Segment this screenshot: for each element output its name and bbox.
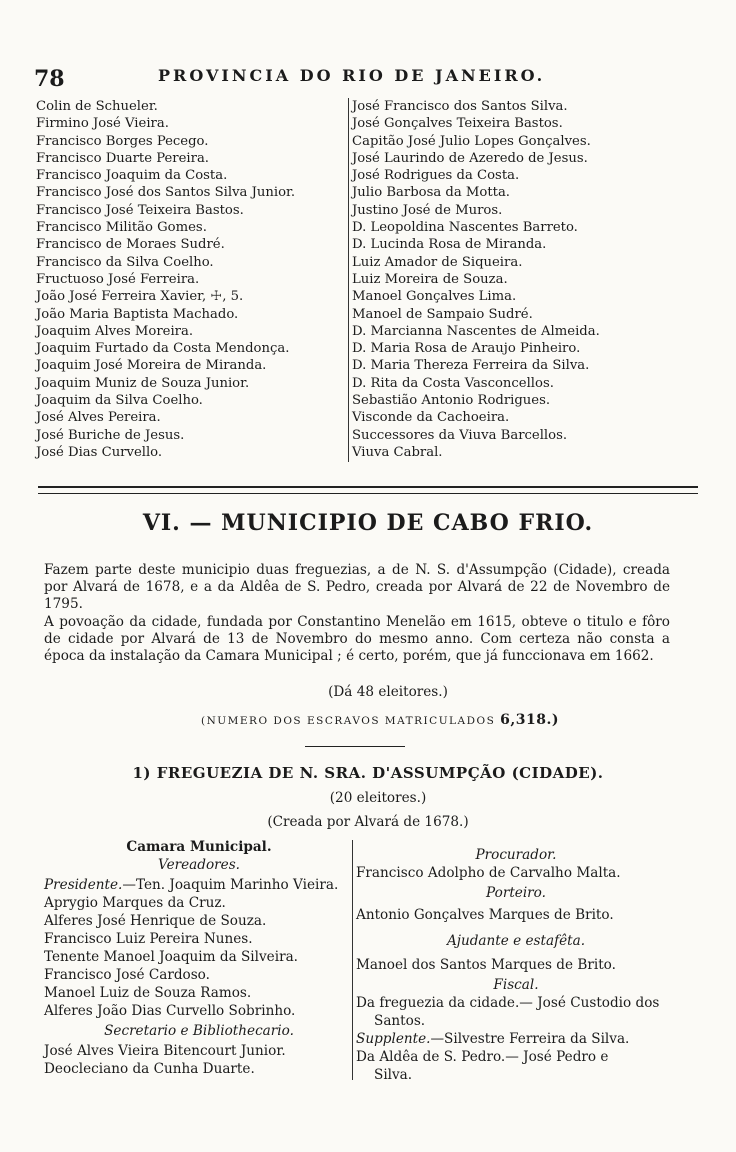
list-item: D. Maria Rosa de Araujo Pinheiro.: [352, 341, 581, 357]
secretario-item: Deocleciano da Cunha Duarte.: [44, 1061, 255, 1077]
vereador-item: Alferes José Henrique de Souza.: [44, 913, 267, 929]
camara-heading: Camara Municipal.: [126, 839, 272, 855]
list-item: Joaquim Muniz de Souza Junior.: [36, 375, 250, 391]
parish-created: (Creada por Alvará de 1678.): [267, 814, 469, 830]
fiscal-line: Santos.: [374, 1013, 426, 1029]
list-item: Sebastião Antonio Rodrigues.: [352, 393, 551, 409]
parish-electors: (20 eleitores.): [329, 790, 427, 806]
list-item: D. Leopoldina Nascentes Barreto.: [352, 220, 578, 236]
list-item: Joaquim Furtado da Costa Mendonça.: [36, 341, 290, 357]
list-item: Visconde da Cachoeira.: [352, 410, 510, 426]
list-item: D. Maria Thereza Ferreira da Silva.: [352, 358, 590, 374]
list-item: José Laurindo de Azeredo de Jesus.: [352, 150, 588, 166]
vereadores-heading: Vereadores.: [158, 857, 240, 873]
porteiro-heading: Porteiro.: [486, 885, 546, 901]
list-item: Luiz Amador de Siqueira.: [352, 254, 523, 270]
list-item: Colin de Schueler.: [36, 99, 158, 114]
list-item: José Alves Pereira.: [36, 410, 161, 426]
short-divider: [305, 746, 405, 747]
left-name-list: [36, 98, 341, 461]
list-item: D. Rita da Costa Vasconcellos.: [352, 375, 554, 391]
list-item: Francisco Borges Pecego.: [36, 133, 209, 149]
list-item: José Francisco dos Santos Silva.: [352, 99, 568, 114]
table-column-divider: [352, 840, 353, 1080]
slaves-count: [12, 712, 736, 728]
right-name-list: [352, 98, 652, 461]
secretario-item: José Alves Vieira Bitencourt Junior.: [44, 1043, 286, 1059]
section-divider: [38, 486, 698, 494]
list-item: D. Marcianna Nascentes de Almeida.: [352, 323, 600, 339]
ajudante-heading: Ajudante e estafêta.: [446, 933, 586, 949]
list-item: José Buriche de Jesus.: [36, 427, 185, 443]
list-item: Viuva Cabral.: [352, 444, 443, 460]
vereador-item: Francisco José Cardoso.: [44, 967, 210, 983]
list-item: Julio Barbosa da Motta.: [352, 185, 510, 201]
supplente-label: Supplente.: [356, 1031, 431, 1047]
vereador-item: Francisco Luiz Pereira Nunes.: [44, 931, 253, 947]
slaves-number: 6,318.): [500, 712, 559, 728]
secretario-heading: Secretario e Bibliothecario.: [104, 1023, 294, 1039]
list-item: Francisco Duarte Pereira.: [36, 150, 209, 166]
list-item: Justino José de Muros.: [352, 202, 503, 218]
vereador-item: Manoel Luiz de Souza Ramos.: [44, 985, 252, 1001]
ajudante-name: Manoel dos Santos Marques de Brito.: [356, 957, 616, 973]
paragraph-povoacao: A povoação da cidade, fundada por Constantino Menelão em 1615, obteve o titulo e fôro de cidade por Alvará de 13 de Novembro do mesmo anno. Com certeza não consta a época da instalação da Camara Municipal ; é certo, porém, que já funccionava em 1662.: [44, 614, 670, 664]
vereador-item: Tenente Manoel Joaquim da Silveira.: [44, 949, 298, 965]
list-item: Fructuoso José Ferreira.: [36, 271, 200, 287]
aldea-line: Silva.: [374, 1067, 413, 1083]
page-number: 78: [34, 66, 65, 92]
electors-count: (Dá 48 eleitores.): [328, 684, 448, 700]
list-item: Joaquim José Moreira de Miranda.: [36, 358, 267, 374]
list-item: Successores da Viuva Barcellos.: [352, 427, 568, 443]
procurador-heading: Procurador.: [475, 847, 557, 863]
supplente-line: [356, 1030, 676, 1048]
parish-title: 1) FREGUEZIA DE N. SRA. D'ASSUMPÇÃO (CIDADE).: [132, 764, 604, 782]
list-item: Luiz Moreira de Souza.: [352, 271, 508, 287]
aldea-line: Da Aldêa de S. Pedro.— José Pedro e: [356, 1049, 609, 1065]
column-divider: [348, 98, 349, 462]
presidente-line: [44, 876, 354, 894]
fiscal-heading: Fiscal.: [493, 977, 539, 993]
list-item: Francisco da Silva Coelho.: [36, 254, 214, 270]
list-item: Joaquim Alves Moreira.: [36, 323, 194, 339]
list-item: José Dias Curvello.: [36, 444, 163, 460]
list-item: Joaquim da Silva Coelho.: [36, 393, 203, 409]
list-item: João José Ferreira Xavier, ☩, 5.: [36, 289, 244, 305]
list-item: José Gonçalves Teixeira Bastos.: [352, 116, 563, 132]
porteiro-name: Antonio Gonçalves Marques de Brito.: [356, 907, 614, 923]
vereador-item: Alferes João Dias Curvello Sobrinho.: [44, 1003, 296, 1019]
list-item: D. Lucinda Rosa de Miranda.: [352, 237, 547, 253]
list-item: Capitão José Julio Lopes Gonçalves.: [352, 133, 591, 149]
section-title: VI. — MUNICIPIO DE CABO FRIO.: [142, 510, 594, 536]
fiscal-line: Da freguezia da cidade.— José Custodio dos: [356, 995, 660, 1011]
list-item: Firmino José Vieira.: [36, 116, 169, 132]
supplente-name: —Silvestre Ferreira da Silva.: [430, 1031, 630, 1047]
list-item: Francisco José Teixeira Bastos.: [36, 202, 244, 218]
list-item: José Rodrigues da Costa.: [352, 168, 520, 184]
list-item: João Maria Baptista Machado.: [36, 306, 239, 322]
list-item: Manoel Gonçalves Lima.: [352, 289, 517, 305]
procurador-name: Francisco Adolpho de Carvalho Malta.: [356, 865, 621, 881]
list-item: Manoel de Sampaio Sudré.: [352, 306, 533, 322]
presidente-label: Presidente.: [44, 877, 123, 893]
page-header-title: PROVINCIA DO RIO DE JANEIRO.: [158, 66, 546, 85]
list-item: Francisco Militão Gomes.: [36, 220, 207, 236]
slaves-label: (NUMERO DOS ESCRAVOS MATRICULADOS: [201, 715, 496, 727]
list-item: Francisco de Moraes Sudré.: [36, 237, 225, 253]
paragraph-freguezias: Fazem parte deste municipio duas freguezias, a de N. S. d'Assumpção (Cidade), creada por Alvará de 1678, e a da Aldêa de S. Pedro, creada por Alvará de 22 de Novembro de 1795.: [44, 562, 670, 612]
list-item: Francisco José dos Santos Silva Junior.: [36, 185, 296, 201]
vereador-item: Aprygio Marques da Cruz.: [44, 895, 226, 911]
presidente-name: —Ten. Joaquim Marinho Vieira.: [122, 877, 339, 893]
list-item: Francisco Joaquim da Costa.: [36, 168, 228, 184]
